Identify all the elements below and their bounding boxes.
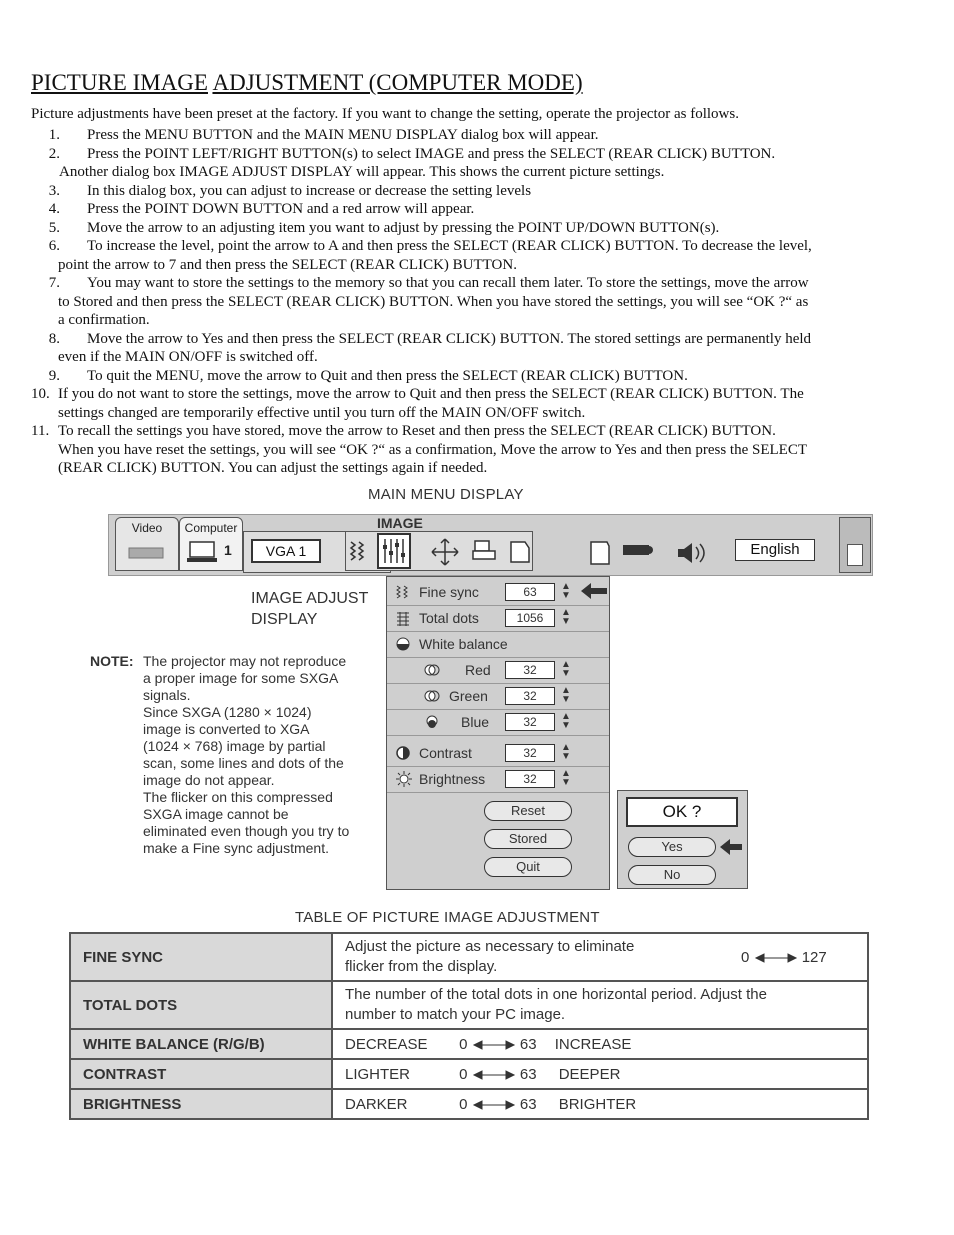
range-high: 63 (519, 1065, 537, 1083)
document-icon[interactable] (587, 539, 613, 567)
spin-icon: ▲ ▼ (561, 768, 571, 788)
double-arrow-icon (754, 953, 798, 963)
list-item: 9. To quit the MENU, move the arrow to Quit and then press the SELECT (REAR CLICK) BUTTON. (48, 367, 688, 384)
input-source-field[interactable]: VGA 1 (251, 539, 321, 563)
video-icon (127, 544, 167, 562)
pointer-arrow-icon (718, 837, 744, 857)
list-item: 8. Move the arrow to Yes and then press the SELECT (REAR CLICK) BUTTON. The stored settings are permanently held even if the MAIN ON/OFF is switched off. (48, 330, 812, 365)
title-part-2: ADJUSTMENT (COMPUTER MODE) (212, 70, 583, 95)
row-white-balance[interactable]: White balance (387, 631, 609, 658)
list-item: 5. Move the arrow to an adjusting item you want to adjust by pressing the POINT UP/DOWN BUTTON(s). (48, 219, 720, 236)
steps-list (31, 126, 926, 478)
tab-video[interactable]: Video (115, 517, 179, 571)
double-arrow-icon (472, 1070, 516, 1080)
total-dots-icon (395, 610, 411, 626)
red-icon (423, 662, 441, 678)
tab-computer[interactable]: Computer 1 (179, 517, 243, 571)
table-row (70, 1089, 868, 1119)
image-adjust-panel (386, 576, 610, 890)
main-menu-bar (108, 514, 873, 576)
list-item: 10. If you do not want to store the settings, move the arrow to Quit and then press the SELECT (REAR CLICK) BUTTON. The settings changed are temporarily effective until you turn off the MAIN ON/OFF switch. (31, 386, 804, 421)
language-select[interactable]: English (735, 539, 815, 561)
list-item: 3. In this dialog box, you can adjust to increase or decrease the setting levels (48, 182, 532, 199)
range-low: 0 (459, 1065, 468, 1083)
row-name: CONTRAST (70, 1059, 332, 1089)
table-row (70, 981, 868, 1029)
spin-icon: ▲ ▼ (561, 711, 571, 731)
quit-button[interactable]: Quit (484, 857, 572, 877)
row-name: TOTAL DOTS (70, 981, 332, 1029)
screen-icon[interactable] (469, 539, 499, 565)
green-icon (423, 688, 441, 704)
table-row (70, 933, 868, 981)
no-button[interactable]: No (628, 865, 716, 885)
list-item: 2. Press the POINT LEFT/RIGHT BUTTON(s) to select IMAGE and press the SELECT (REAR CLICK) BUTTON. Another dialog box IMAGE ADJUST DISPLAY will appear. This shows the current picture settings. (48, 145, 776, 180)
range-right-label: BRIGHTER (558, 1095, 637, 1113)
brightness-icon (395, 770, 413, 788)
list-item: 11. To recall the settings you have stored, move the arrow to Reset and then press the SELECT (REAR CLICK) BUTTON. When you have reset the settings, you will see “OK ?“ as a confirmation, Move the arrow to Yes and then press the SELECT (REAR CLICK) BUTTON. You can adjust the settings again if needed. (31, 423, 807, 476)
range-high: 127 (801, 948, 827, 966)
image-adjust-caption: IMAGE ADJUST DISPLAY (251, 590, 369, 628)
range-low: 0 (741, 948, 750, 966)
range-high: 63 (519, 1095, 537, 1113)
title-part-1: PICTURE IMAGE (31, 70, 208, 95)
green-value: 32 (505, 687, 555, 705)
row-desc: flicker from the display. (345, 958, 498, 975)
range-low: 0 (459, 1095, 468, 1113)
list-item: 7. You may want to store the settings to the memory so that you can recall them later. To store the settings, move the arrow to Stored and then press the SELECT (REAR CLICK) BUTTON. When you have stored the settings, you will see “OK ?“ as a confirmation. (48, 275, 809, 328)
note-block: NOTE: The projector may not reproduce a proper image for some SXGA signals. Since SXGA (1280 × 1024) image is converted to XGA (1024 × 768) image by partial scan, some lines and dots of the image do not appear. The flicker on this compressed SXGA image cannot be eliminated even though you try to make a Fine sync adjustment. (90, 653, 350, 856)
adjustment-table (69, 932, 869, 1120)
row-desc: number to match your PC image. (345, 1006, 566, 1023)
stored-button[interactable]: Stored (484, 829, 572, 849)
row-name: BRIGHTNESS (70, 1089, 332, 1119)
row-blue[interactable]: Blue 32 ▲ ▼ (387, 709, 609, 736)
brightness-value: 32 (505, 770, 555, 788)
range-right-label: INCREASE (554, 1035, 632, 1053)
range-high: 63 (519, 1035, 537, 1053)
contrast-value: 32 (505, 744, 555, 762)
image-adjust-icon (379, 535, 409, 567)
double-arrow-icon (472, 1040, 516, 1050)
double-arrow-icon (472, 1100, 516, 1110)
range-right-label: DEEPER (558, 1065, 621, 1083)
row-desc: The number of the total dots in one horizontal period. Adjust the (345, 986, 767, 1003)
speaker-icon[interactable] (675, 539, 709, 567)
row-name: FINE SYNC (70, 933, 332, 981)
position-icon[interactable] (429, 537, 461, 567)
range-left-label: DARKER (345, 1095, 408, 1113)
row-fine-sync[interactable]: Fine sync 63 ▲ ▼ (387, 579, 609, 606)
list-item: 6. To increase the level, point the arrow to A and then press the SELECT (REAR CLICK) BUTTON. To decrease the level, point the arrow to 7 and then press the SELECT (REAR CLICK) BUTTON. (48, 238, 812, 273)
list-item: 1. Press the MENU BUTTON and the MAIN MENU DISPLAY dialog box will appear. (48, 127, 599, 143)
table-row (70, 1059, 868, 1089)
range-left-label: LIGHTER (345, 1065, 411, 1083)
spin-icon: ▲ ▼ (561, 581, 571, 601)
main-menu-caption: MAIN MENU DISPLAY (368, 486, 524, 503)
note-label: NOTE: (90, 653, 134, 669)
computer-icon (186, 540, 220, 564)
spin-icon: ▲ ▼ (561, 659, 571, 679)
range-left-label: DECREASE (345, 1035, 428, 1053)
ok-prompt: OK ? (626, 797, 738, 827)
exit-icon (847, 544, 863, 566)
white-balance-icon (395, 636, 411, 652)
page-title (31, 70, 583, 96)
row-total-dots[interactable]: Total dots 1056 ▲ ▼ (387, 605, 609, 632)
exit-button[interactable] (839, 517, 871, 573)
spin-icon: ▲ ▼ (561, 685, 571, 705)
row-green[interactable]: Green 32 ▲ ▼ (387, 683, 609, 710)
projector-icon[interactable] (621, 541, 655, 561)
row-brightness[interactable]: Brightness 32 ▲ ▼ (387, 766, 609, 793)
reset-button[interactable]: Reset (484, 801, 572, 821)
row-contrast[interactable]: Contrast 32 ▲ ▼ (387, 740, 609, 767)
total-dots-value: 1056 (505, 609, 555, 627)
blue-icon (423, 714, 441, 730)
fine-sync-icon[interactable] (347, 539, 371, 565)
image-adjust-button[interactable] (377, 533, 411, 569)
table-row (70, 1029, 868, 1059)
red-value: 32 (505, 661, 555, 679)
row-name: WHITE BALANCE (R/G/B) (70, 1029, 332, 1059)
row-desc: Adjust the picture as necessary to eliminate (345, 938, 635, 955)
intro-paragraph: Picture adjustments have been preset at the factory. If you want to change the setting, operate the projector as follows. (31, 106, 739, 122)
pointer-arrow-icon (579, 581, 609, 601)
fine-sync-value: 63 (505, 583, 555, 601)
fine-sync-icon (395, 584, 411, 600)
keystone-icon[interactable] (507, 539, 533, 565)
spin-icon: ▲ ▼ (561, 742, 571, 762)
range-low: 0 (459, 1035, 468, 1053)
image-label: IMAGE (377, 515, 423, 531)
row-red[interactable]: Red 32 ▲ ▼ (387, 657, 609, 684)
table-caption: TABLE OF PICTURE IMAGE ADJUSTMENT (295, 909, 600, 926)
ok-dialog (617, 790, 748, 889)
blue-value: 32 (505, 713, 555, 731)
yes-button[interactable]: Yes (628, 837, 716, 857)
contrast-icon (395, 745, 411, 761)
spin-icon: ▲ ▼ (561, 607, 571, 627)
list-item: 4. Press the POINT DOWN BUTTON and a red arrow will appear. (48, 201, 475, 217)
